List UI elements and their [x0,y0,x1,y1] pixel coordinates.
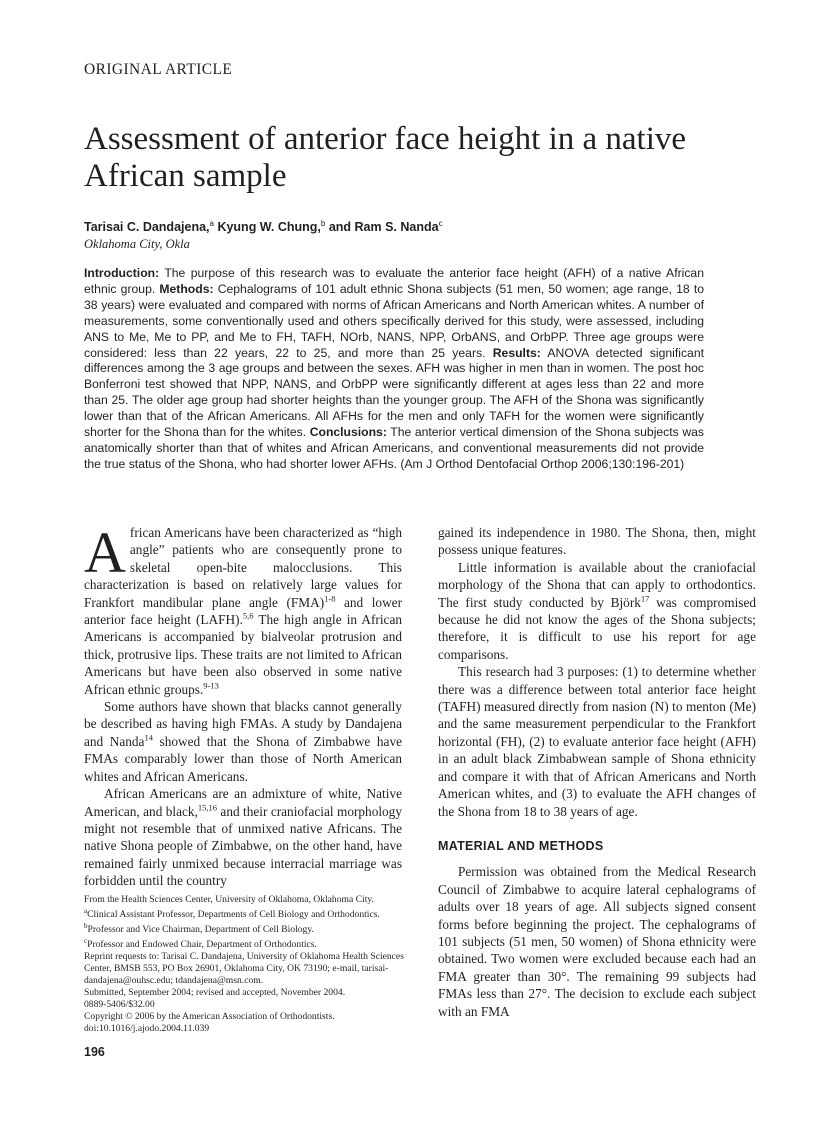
affiliation-marker: c [438,219,443,228]
citation: 1-8 [324,593,336,604]
footnote-text: Professor and Endowed Chair, Department of Orthodontics. [87,939,317,951]
footnote: From the Health Sciences Center, University of Oklahoma, Oklahoma City. [84,894,374,905]
paragraph-text: and lower anterior face height (LAFH). [84,594,403,628]
citation: 17 [640,593,650,604]
citation: 15,16 [197,802,218,813]
abstract-intro-label: Introduction: [84,266,160,280]
affiliation-marker: a [209,219,214,228]
paragraph-text: Some authors have shown that blacks cannot generally be described as having high FMAs. A study by Dandajena and Nanda [84,699,402,749]
citation: 9-13 [203,680,219,691]
author-location: Oklahoma City, Okla [84,237,190,251]
abstract-methods-text: Cephalograms of 101 adult ethnic Shona subjects (51 men, 50 women; age range, 18 to 38 years) were evaluated and compared with norms of African Americans and North American whites. A number of measurements, some conventionally used and others specifically derived for this study, were assessed, including ANS to Me, Me to PP, and Me to FH, TAFH, NOrb, NANS, NPP, OrbANS, and OrbPP. Three age groups were considered: less than 22 years, 22 to 25, and more than 25 years. [84,281,704,360]
citation: 14 [144,732,153,743]
body-paragraph [438,559,756,663]
abstract-methods-label: Methods: [159,281,214,296]
footnote-text: Clinical Assistant Professor, Departments of Cell Biology and Orthodontics. [87,909,380,921]
paragraph-text: The high angle in African Americans is accompanied by bialveolar protrusion and thick, protrusive lips. These traits are not limited to African Americans but have been also observed in some native African ethnic groups. [84,612,403,697]
body-paragraph [84,520,403,698]
footnote: Submitted, September 2004; revised and accepted, November 2004. [84,986,346,998]
author-list [84,219,443,234]
abstract-intro-text: The purpose of this research was to evaluate the anterior face height (AFH) of a native African ethnic group. [84,266,704,296]
paragraph-text: African Americans are an admixture of white, Native American, and black, [84,786,402,819]
drop-cap: A [84,520,126,585]
section-heading: MATERIAL AND METHODS [438,838,604,853]
paragraph-text: was compromised because he did not know the ages of the Shona subjects; therefore, it is difficult to use his report for age comparisons. [438,594,756,662]
body-column-right [438,524,756,1020]
affiliation-marker: b [320,219,326,228]
abstract-results-text: ANOVA detected significant differences among the 3 age groups and between the sexes. AFH was higher in men than in women. The post hoc Bonferroni test showed that NPP, NANS, and OrbPP were significantly different at ages less than 22 and more than 25. The older age group had shorter heights than the younger group. The AFH of the Shona was significantly lower than that of the African Americans. All AFHs for the men and only TAFH for the women were significantly shorter for the Shona than for the whites. [84,345,704,440]
footnote [84,921,404,936]
affiliation-marker: b [84,922,88,930]
paragraph-text: showed that the Shona of Zimbabwe have FMAs comparably lower than those of North American whites and African Americans. [84,733,402,784]
author-name: Kyung W. Chung, [213,220,321,235]
abstract-conclusions-text: The anterior vertical dimension of the Shona subjects was anatomically shorter than that of whites and African Americans, and conventional measurements did not provide the true status of the Shona, who had shorter lower AFHs. (Am J Orthod Dentofacial Orthop 2006;130:196-201) [84,425,705,471]
abstract-conclusions-label: Conclusions: [309,425,387,440]
footnote: doi:10.1016/j.ajodo.2004.11.039 [84,1022,210,1034]
body-paragraph [84,698,402,785]
paragraph-text: frican Americans have been characterized as “high angle” patients who are consequently prone to skeletal open-bite malocclusions. This characterization is based on relatively large values for Frankfort mandibular plane angle (FMA) [84,525,402,610]
paragraph-text: Little information is available about the craniofacial morphology of the Shona that can apply to orthodontics. The first study conducted by Björk [438,559,756,610]
footnote: 0889-5406/$32.00 [84,998,155,1010]
author-name: Tarisai C. Dandajena, [84,220,210,235]
body-paragraph: This research had 3 purposes: (1) to determine whether there was a difference between total anterior face height (TAFH) measured directly from nasion (N) to menton (Me) and the same measurement perpendicular to the Frankfort horizontal (FH), (2) to evaluate anterior face height (AFH) in an adult black Zimbabwean sample of Shona ethnicity and compare it with that of African Americans and North American whites, and (3) to evaluate the AFH changes of the Shona from 18 to 38 years of age. [438,664,756,819]
affiliation-marker: c [84,937,88,946]
footnote [84,906,404,921]
page-number: 196 [84,1045,105,1059]
section-label: ORIGINAL ARTICLE [84,61,233,78]
footnotes [84,894,404,1035]
footnote [84,936,404,951]
footnote: Reprint requests to: Tarisai C. Dandajena, University of Oklahoma Health Sciences Center, BMSB 553, PO Box 26901, Oklahoma City, OK 73190; e-mail, tarisai-dandajena@ouhsc.edu; tdandajena@msn.com. [84,951,404,986]
affiliation-marker: a [84,906,88,915]
footnote: Copyright © 2006 by the American Association of Orthodontists. [84,1010,335,1022]
body-paragraph: Permission was obtained from the Medical Research Council of Zimbabwe to acquire lateral cephalograms of adults over 18 years of age. All subjects signed consent forms before beginning the project. The cephalograms of 101 subjects (51 men, 50 women) of Shona ethnicity were obtained. Two women were excluded because each had an FMA greater than 30°. The remaining 99 subjects had FMAs less than 27°. The decision to exclude each subject with an FMA [438,864,756,1019]
paragraph-text: and their craniofacial morphology might not resemble that of unmixed native Africans. The native Shona people of Zimbabwe, on the other hand, have remained fairly unmixed because interracial marriage was forbidden until the country [84,803,402,889]
body-column-left [84,520,403,890]
abstract-results-label: Results: [492,345,541,360]
body-paragraph [84,785,402,889]
citation: 5,6 [242,610,254,621]
abstract [84,266,704,473]
footnote-text: Professor and Vice Chairman, Department of Cell Biology. [87,924,314,936]
author-name: and Ram S. Nanda [325,220,439,235]
article-title: Assessment of anterior face height in a native African sample [84,121,687,194]
body-paragraph: gained its independence in 1980. The Shona, then, might possess unique features. [438,525,756,558]
